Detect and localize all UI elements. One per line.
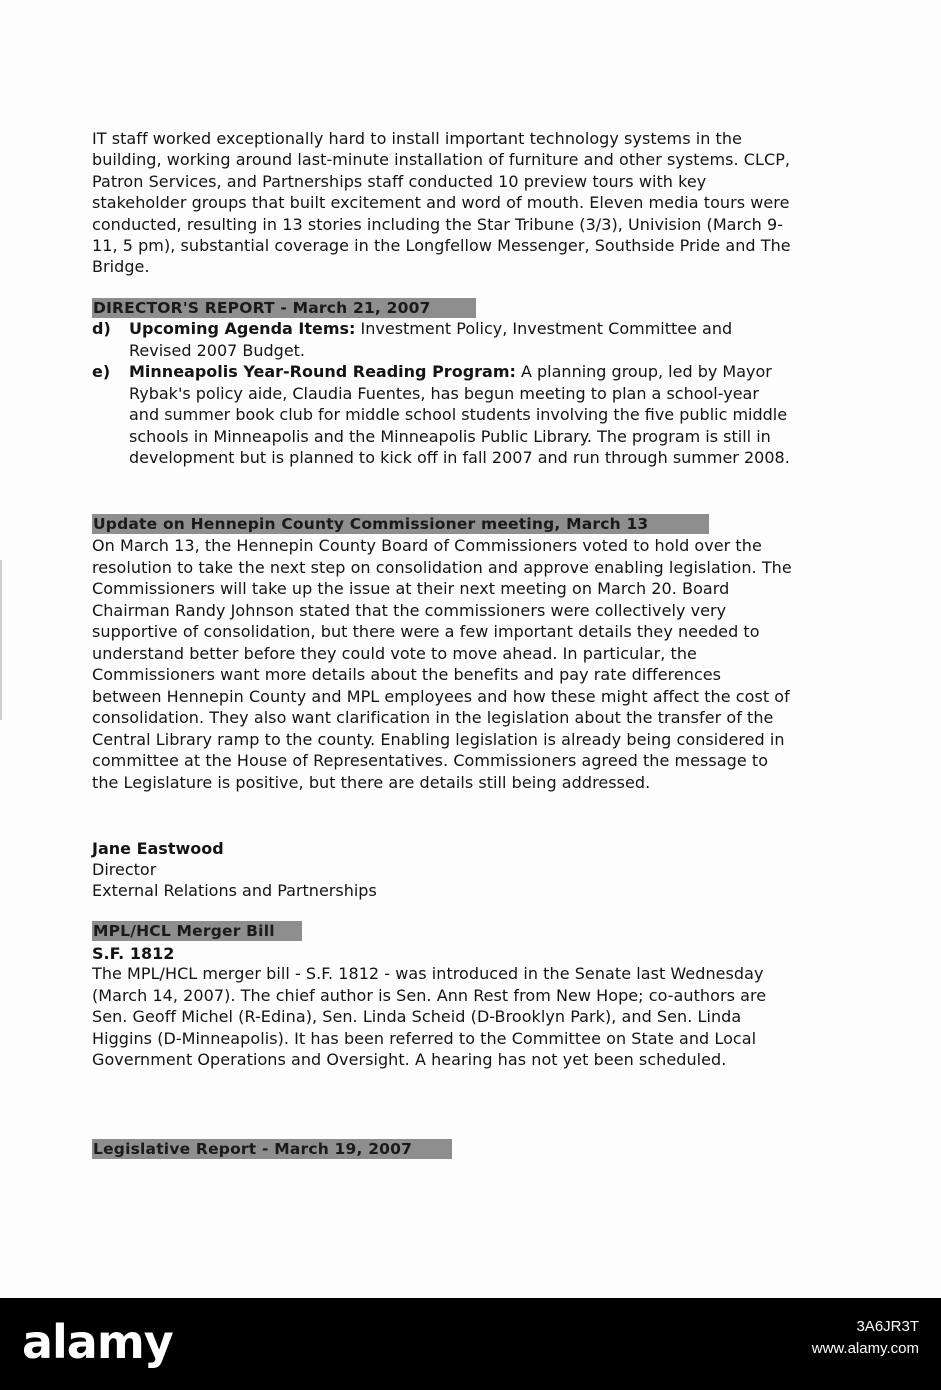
item-text: Investment Policy, Investment Committee and Revised 2007 Budget. bbox=[129, 319, 733, 360]
signature-title: Director bbox=[92, 860, 157, 879]
signature-name: Jane Eastwood bbox=[92, 839, 224, 858]
watermark-footer bbox=[0, 1298, 941, 1390]
merger-bill-body: The MPL/HCL merger bill - S.F. 1812 - was introduced in the Senate last Wednesday (March 14, 2007). The chief author is Sen. Ann Rest from New Hope; co-authors are Sen. Geoff Michel (R-Edina), Sen. Linda Scheid (D-Brooklyn Park), and Sen. Linda Higgins (D-Minneapolis). It has been referred to the Committee on State and Local Government Operations and Oversight. A hearing has not yet been scheduled. bbox=[92, 964, 767, 1070]
legislative-report-heading: Legislative Report - March 19, 2007 bbox=[92, 1139, 452, 1159]
item-title: Minneapolis Year-Round Reading Program: bbox=[129, 362, 516, 381]
item-body bbox=[129, 318, 794, 361]
signature-department: External Relations and Partnerships bbox=[92, 881, 377, 900]
item-label: d) bbox=[92, 319, 111, 338]
hennepin-update-body: On March 13, the Hennepin County Board of Commissioners voted to hold over the resolution to take the next step on consolidation and approve enabling legislation. The Commissioners will take up the issue at their next meeting on March 20. Board Chairman Randy Johnson stated that the commissioners were collectively very supportive of consolidation, but there were a few important details they needed to understand better before they could vote to move ahead. In particular, the Commissioners want more details about the benefits and pay rate differences between Hennepin County and MPL employees and how these might affect the cost of consolidation. They also want clarification in the legislation about the transfer of the Central Library ramp to the county. Enabling legislation is already being considered in committee at the House of Representatives. Commissioners agreed the message to the Legislature is positive, but there are details still being addressed. bbox=[92, 536, 792, 792]
item-label: e) bbox=[92, 362, 111, 381]
hennepin-update-heading: Update on Hennepin County Commissioner meeting, March 13 bbox=[92, 514, 709, 534]
image-id: 3A6JR3T bbox=[856, 1318, 919, 1335]
alamy-logo: alamy bbox=[22, 1315, 173, 1369]
item-title: Upcoming Agenda Items: bbox=[129, 319, 356, 338]
item-body bbox=[129, 361, 794, 469]
page-edge-shadow bbox=[0, 560, 2, 720]
site-url: www.alamy.com bbox=[811, 1340, 919, 1357]
intro-paragraph: IT staff worked exceptionally hard to install important technology systems in the building, working around last-minute installation of furniture and other systems. CLCP, Patron Services, and Partnerships staff conducted 10 preview tours with key stakeholder groups that built excitement and word of mouth. Eleven media tours were conducted, resulting in 13 stories including the Star Tribune (3/3), Univision (March 9-11, 5 pm), substantial coverage in the Longfellow Messenger, Southside Pride and The Bridge. bbox=[92, 129, 791, 277]
directors-report-heading: DIRECTOR'S REPORT - March 21, 2007 bbox=[92, 298, 476, 318]
merger-bill-heading: MPL/HCL Merger Bill bbox=[92, 921, 302, 941]
item-text: A planning group, led by Mayor Rybak's policy aide, Claudia Fuentes, has begun meeting to plan a school-year and summer book club for middle school students involving the five public middle schools in Minneapolis and the Minneapolis Public Library. The program is still in development but is planned to kick off in fall 2007 and run through summer 2008. bbox=[129, 362, 790, 468]
merger-bill-subheading: S.F. 1812 bbox=[92, 944, 175, 963]
